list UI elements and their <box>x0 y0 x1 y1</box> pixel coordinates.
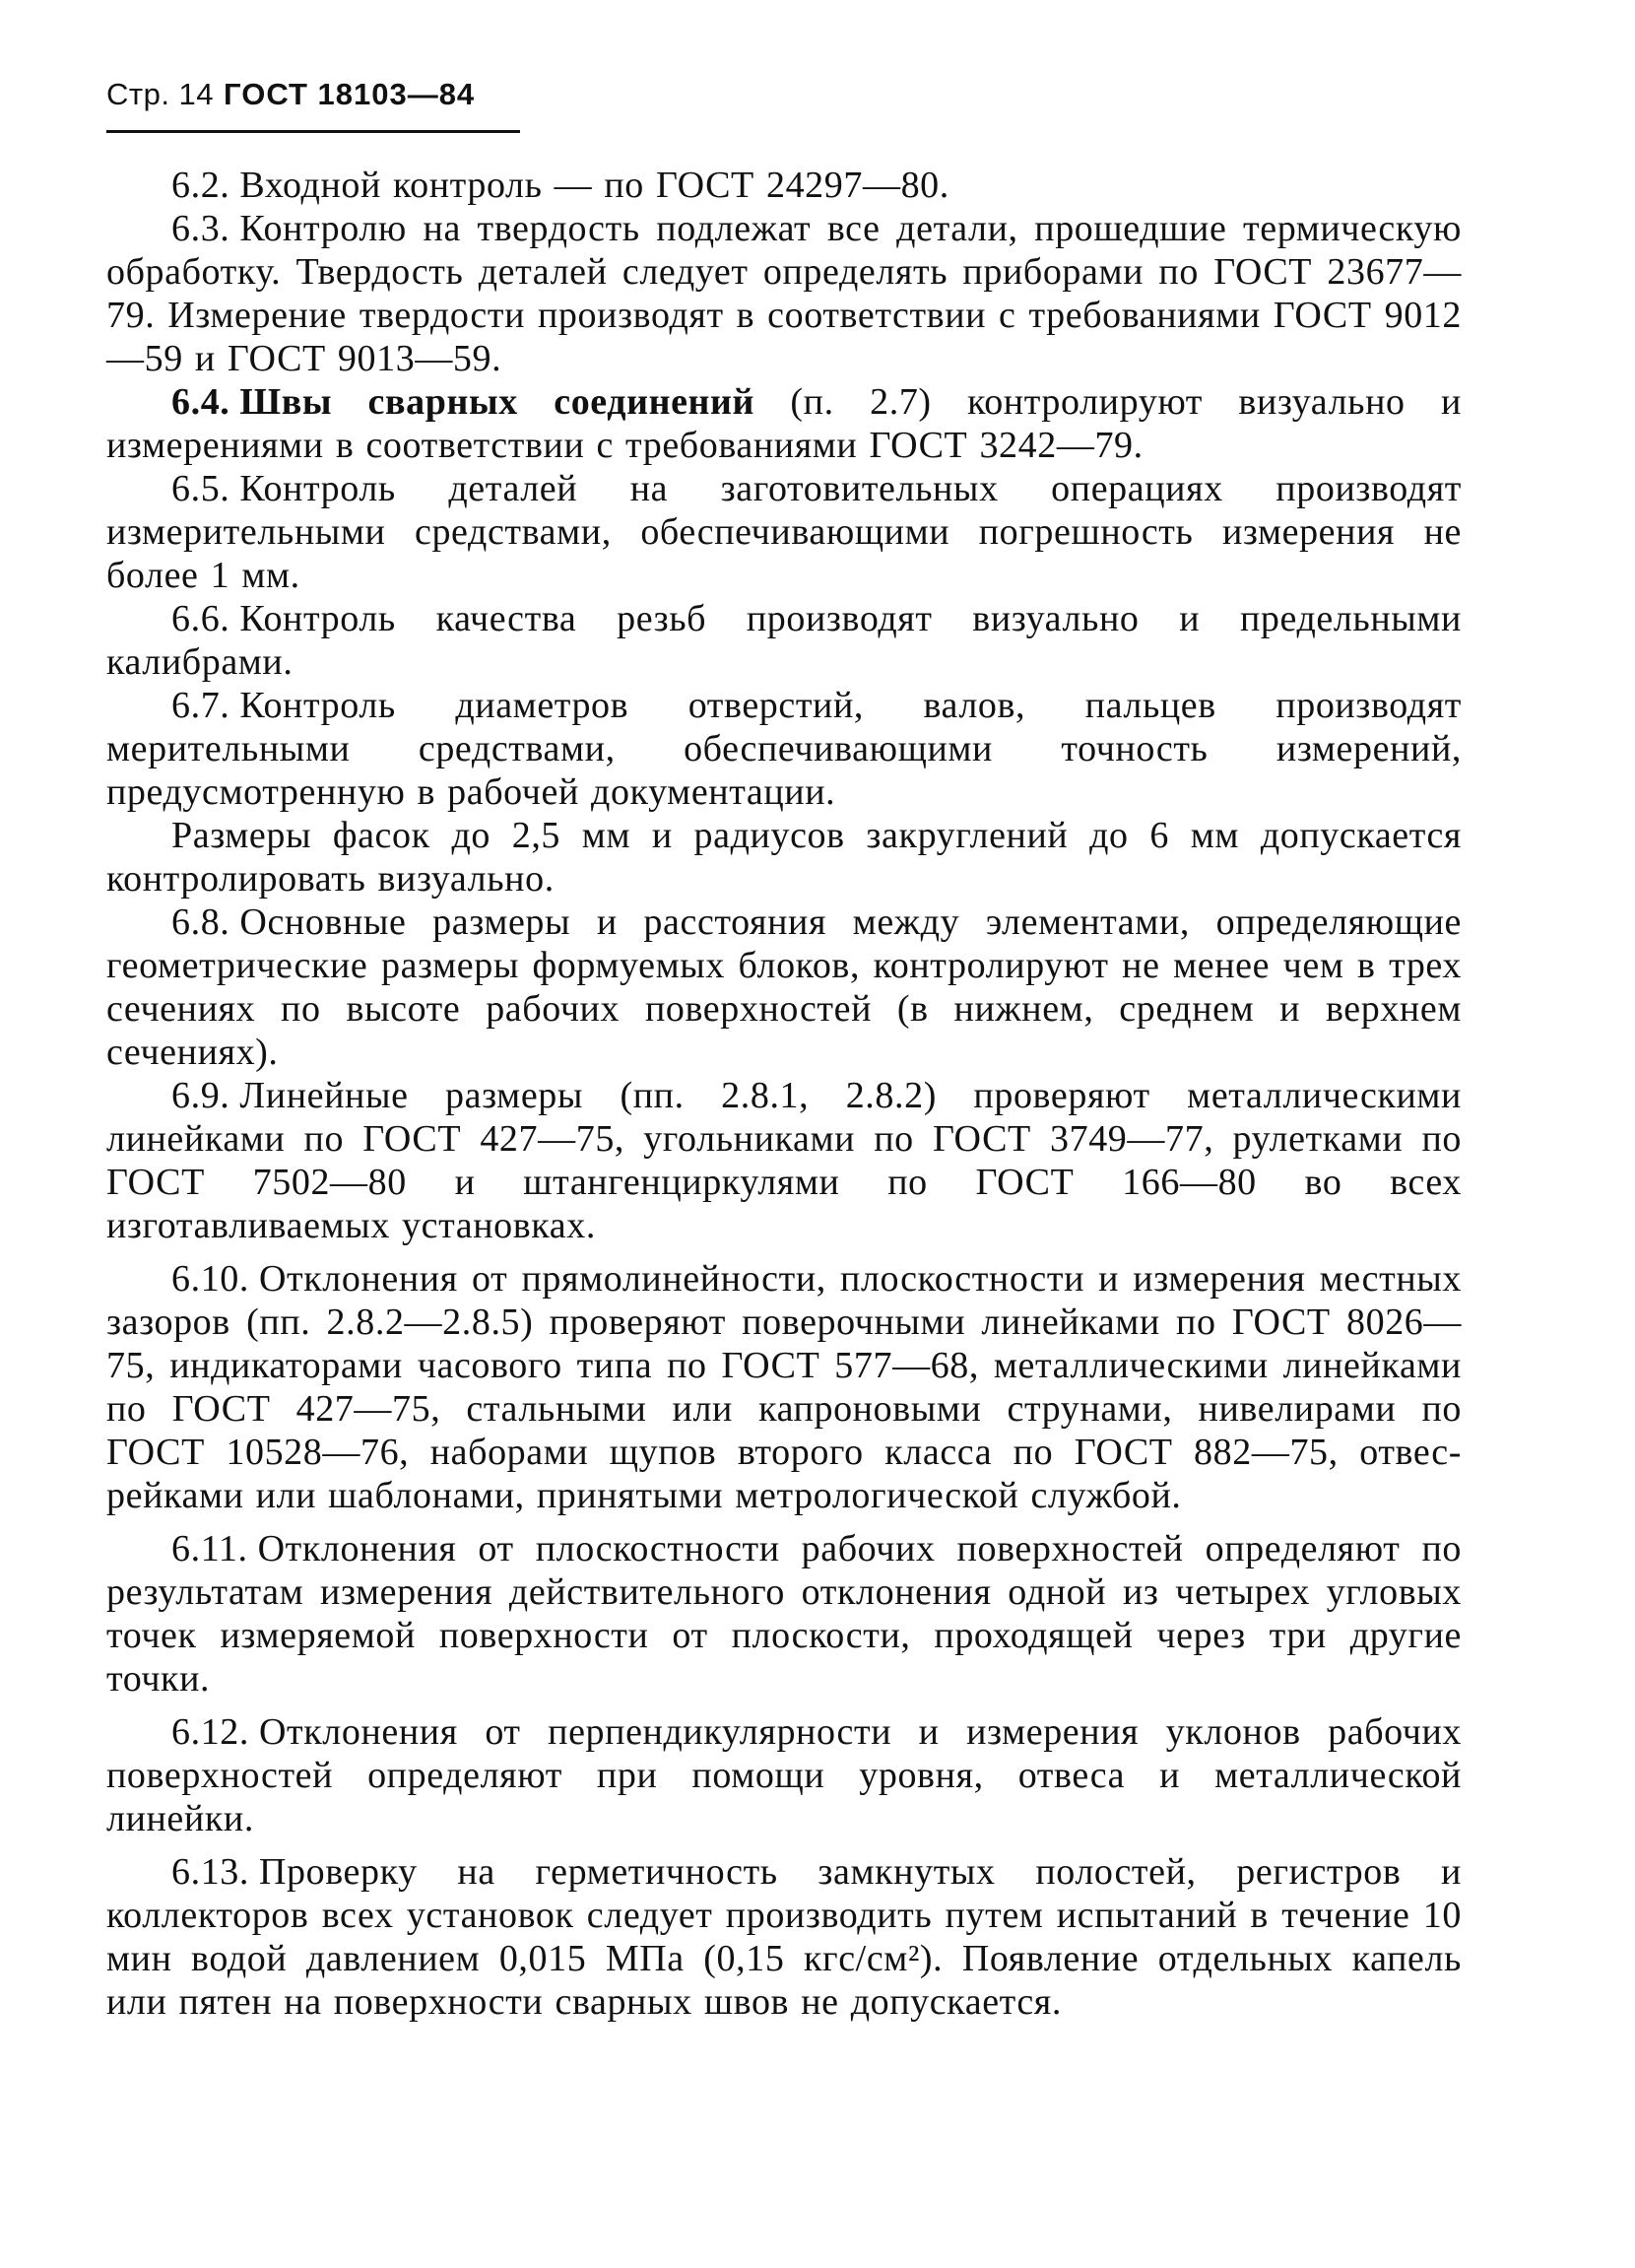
paragraph-6-7 <box>106 684 1462 814</box>
paragraph-6-13 <box>106 1850 1462 2024</box>
paragraph-text: Проверку на герметичность замкнутых полостей, регистров и коллекторов всех установок следует производить путем испытаний в течение 10 мин водой давлением 0,015 МПа (0,15 кгс/см²). Появление отдельных капель или пятен на поверхности сварных швов не допускается. <box>106 1851 1462 2023</box>
paragraph-text: Основные размеры и расстояния между элементами, определяющие геометрические размеры формуемых блоков, контролируют не менее чем в трех сечениях по высоте рабочих поверхностей (в нижнем, среднем и верхнем сечениях). <box>106 901 1462 1073</box>
paragraph-6-3 <box>106 207 1462 380</box>
paragraph-6-12 <box>106 1710 1462 1840</box>
paragraph-number: 6.13. <box>171 1851 249 1893</box>
page-number-label: Стр. 14 <box>106 77 215 111</box>
paragraph-text: Линейные размеры (пп. 2.8.1, 2.8.2) проверяют металлическими линейками по ГОСТ 427—75, угольниками по ГОСТ 3749—77, рулетками по ГОСТ 7502—80 и штангенциркулями по ГОСТ 166—80 во всех изготавливаемых установках. <box>106 1075 1462 1246</box>
paragraph-number: 6.3. <box>171 208 230 249</box>
document-reference: ГОСТ 18103—84 <box>224 77 476 111</box>
paragraph-lead: Швы сварных соединений <box>239 381 755 423</box>
paragraph-number: 6.5. <box>171 468 230 509</box>
paragraph-text: Отклонения от перпендикулярности и измерения уклонов рабочих поверхностей определяют при помощи уровня, отвеса и металлической линейки. <box>106 1711 1462 1839</box>
paragraph-6-11 <box>106 1527 1462 1701</box>
document-page <box>106 65 1462 2023</box>
paragraph-6-4 <box>106 380 1462 467</box>
paragraph-6-7-note <box>106 814 1462 901</box>
paragraph-number: 6.12. <box>171 1711 249 1753</box>
paragraph-text: Контроль диаметров отверстий, валов, пальцев производят мерительными средствами, обеспечивающими точность измерений, предусмотренную в рабочей документации. <box>106 685 1462 813</box>
paragraph-text: Контроль качества резьб производят визуально и предельными калибрами. <box>106 598 1462 683</box>
paragraph-6-10 <box>106 1257 1462 1517</box>
paragraph-number: 6.8. <box>171 901 230 943</box>
paragraph-text: Отклонения от прямолинейности, плоскостности и измерения местных зазоров (пп. 2.8.2—2.8.5) проверяют поверочными линейками по ГОСТ 8026—75, индикаторами часового типа по ГОСТ 577—68, металлическими линейками по ГОСТ 427—75, стальными или капроновыми струнами, нивелирами по ГОСТ 10528—76, наборами щупов второго класса по ГОСТ 882—75, отвес-рейками или шаблонами, принятыми метрологической службой. <box>106 1258 1462 1516</box>
paragraph-6-8 <box>106 901 1462 1074</box>
paragraph-6-2 <box>106 164 1462 207</box>
paragraph-number: 6.6. <box>171 598 230 639</box>
paragraph-text: Контроль деталей на заготовительных операциях производят измерительными средствами, обеспечивающими погрешность измерения не более 1 мм. <box>106 468 1462 596</box>
paragraph-number: 6.10. <box>171 1258 249 1300</box>
paragraph-number: 6.4. <box>171 381 230 423</box>
paragraph-text: Входной контроль — по ГОСТ 24297—80. <box>239 165 949 206</box>
paragraph-number: 6.9. <box>171 1075 230 1116</box>
header-rule <box>106 130 520 133</box>
paragraph-number: 6.7. <box>171 685 230 726</box>
paragraph-6-5 <box>106 467 1462 597</box>
paragraph-text: Размеры фасок до 2,5 мм и радиусов закруглений до 6 мм допускается контролировать визуально. <box>106 815 1462 900</box>
running-header <box>106 65 1462 124</box>
document-body <box>106 164 1462 2024</box>
paragraph-text: Отклонения от плоскостности рабочих поверхностей определяют по результатам измерения действительного отклонения одной из четырех угловых точек измеряемой поверхности от плоскости, проходящей через три другие точки. <box>106 1528 1462 1700</box>
paragraph-number: 6.2. <box>171 165 230 206</box>
paragraph-text: Контролю на твердость подлежат все детали, прошедшие термическую обработку. Твердость деталей следует определять приборами по ГОСТ 23677—79. Измерение твердости производят в соответствии с требованиями ГОСТ 9012—59 и ГОСТ 9013—59. <box>106 208 1462 379</box>
paragraph-number: 6.11. <box>171 1528 248 1569</box>
paragraph-6-9 <box>106 1074 1462 1247</box>
paragraph-text: (п. 2.7) контролируют визуально и измерениями в соответствии с требованиями ГОСТ 3242—79. <box>106 381 1462 466</box>
paragraph-6-6 <box>106 597 1462 684</box>
